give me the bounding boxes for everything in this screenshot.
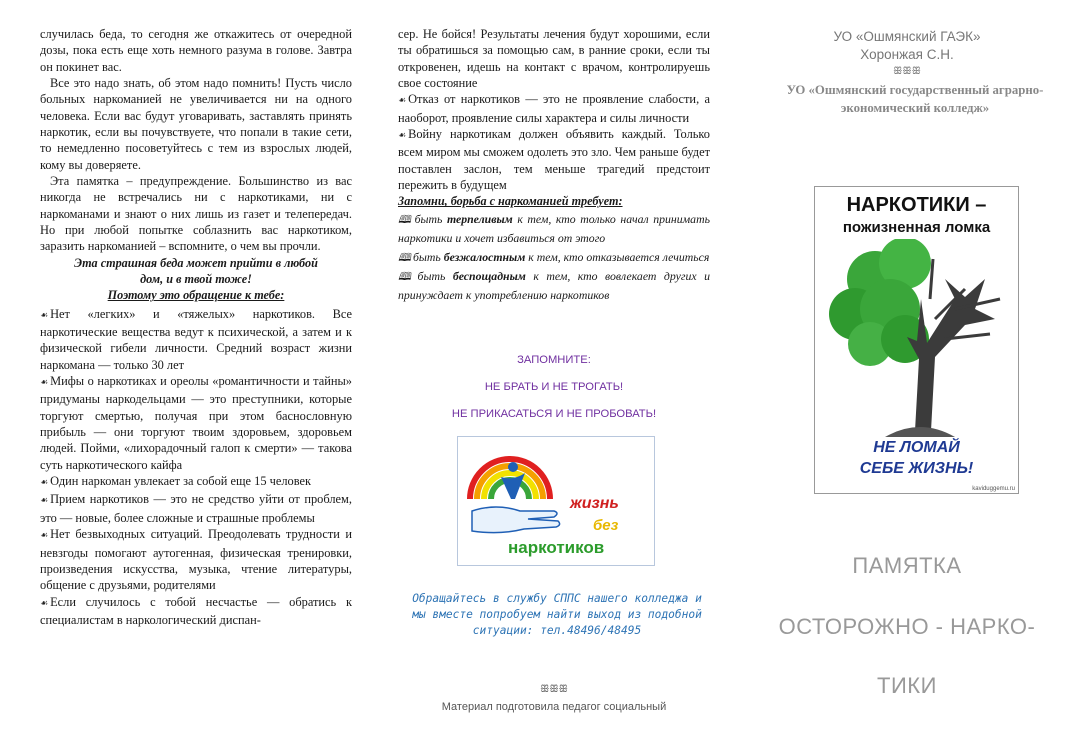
logo-word-1: жизнь: [570, 495, 619, 512]
poster-slogan-1: НЕ ЛОМАЙ: [873, 439, 960, 456]
list-item: ☙ Прием наркотиков — это не средство уйти от проблем, это — новые, более сложные и страшные проблемы: [40, 492, 352, 525]
bullet-list: [40, 306, 352, 629]
hand-bullet-icon: ☙: [40, 310, 49, 321]
author: Хоронжая С.Н.: [860, 47, 954, 62]
remember-caps-2: НЕ БРАТЬ И НЕ ТРОГАТЬ!: [484, 381, 624, 393]
footer-credit: Материал подготовила педагог социальный: [441, 701, 667, 713]
warning-text: Эта страшная беда может прийти в любой дом, и в твой тоже!: [74, 255, 318, 287]
poster-subheadline: пожизненная ломка: [842, 219, 991, 236]
poster-site: kaviduggemu.ru: [972, 486, 1015, 492]
poster-slogan-2: СЕБЕ ЖИЗНЬ!: [859, 460, 974, 477]
paragraph-2: Все это надо знать, об этом надо помнить! Пусть число больных наркоманией не увеличивается ни на одного человека. Если вас будут уговаривать, заставлять принять наркотик, если вы почувствуете, что попали в такие сети, то немедленно посоветуйтесь с тем из взрослых людей, кому вы доверяете.: [40, 76, 352, 172]
requirement-item: 🕮 быть безжалостным к тем, кто отказывается лечиться: [398, 249, 710, 264]
organization: УО «Ошмянский ГАЭК»: [833, 29, 981, 44]
logo-word-3: наркотиков: [508, 538, 605, 557]
remember-caps-1: ЗАПОМНИТЕ:: [517, 354, 591, 366]
logo-word-2: без: [593, 517, 619, 534]
paragraph-1: случилась беда, то сегодня же откажитесь от очередной дозы, пока есть еще хоть немного разума в голове. Завтра он покинет вас.: [40, 27, 352, 74]
list-item: ☙ Один наркоман увлекает за собой еще 15 человек: [40, 474, 312, 489]
appeal-heading: Поэтому это обращение к тебе:: [107, 288, 285, 303]
contact-text: Обращайтесь в службу СППС нашего колледжа и мы вместе попробуем найти выход из подобной ситуации: тел.48496/48495: [412, 592, 702, 637]
poster-headline: НАРКОТИКИ –: [846, 194, 987, 216]
hand-bullet-icon: ☙: [398, 131, 407, 142]
tree-icon: [815, 239, 1018, 439]
document-subtitle-2: ТИКИ: [877, 673, 937, 698]
poster-image: [814, 186, 1019, 494]
list-item: ☙ Войну наркотикам должен объявить каждый. Только всем миром мы сможем одолеть это зло. Чем раньше будет поставлен заслон, тем меньше трагедий предстоит пережить в будущем: [398, 127, 710, 193]
no-drugs-logo: [457, 436, 655, 566]
hand-bullet-icon: ☙: [40, 378, 49, 389]
book-icon: 🕮: [398, 250, 411, 264]
list-item: ☙ Мифы о наркотиках и ореолы «романтичности и тайны» придуманы наркодельцами — это преступники, которые торгуют смертью, получая при этом баснословную прибыль — они торгуют твоим здоровьем, здоровьем людей. Пойми, «лихорадочный галоп к смерти» — такова суть наркотического кайфа: [40, 374, 352, 472]
hand-bullet-icon: ☙: [40, 496, 49, 507]
hand-bullet-icon: ☙: [40, 478, 49, 489]
hand-bullet-icon: ☙: [398, 96, 407, 107]
remember-heading: Запомни, борьба с наркоманией требует:: [398, 194, 623, 209]
book-icon: 🕮: [398, 269, 416, 283]
college-name: УО «Ошмянский государственный аграрно-экономический колледж»: [786, 83, 1044, 115]
ornament-icon: ꕥꕥꕥ: [540, 684, 568, 695]
paragraph-3: Эта памятка – предупреждение. Большинство из вас никогда не встречались ни с наркотиками, ни с наркоманами и знают о них лишь из газет и телепередач. Но при любой попытке соблазнить вас наркотиком, заразить наркоманией – вспомните, о чем вы прочли.: [40, 174, 352, 254]
list-item: ☙ Нет «легких» и «тяжелых» наркотиков. Все наркотические вещества ведут к психической, а затем и к физической гибели личности. Средний возраст жизни наркомана — только 30 лет: [40, 306, 352, 372]
list-item: ☙ Если случилось с тобой несчастье — обратись к специалистам в наркологический диспан-: [40, 594, 352, 627]
hand-bullet-icon: ☙: [40, 531, 49, 542]
hand-bullet-icon: ☙: [40, 598, 49, 609]
remember-caps-3: НЕ ПРИКАСАТЬСЯ И НЕ ПРОБОВАТЬ!: [451, 408, 657, 420]
ornament-icon: ꕥꕥꕥ: [893, 66, 921, 77]
requirement-item: 🕮 быть беспощадным к тем, кто вовлекает других и принуждает к употреблению наркотиков: [398, 268, 710, 303]
paragraph-continued: сер. Не бойся! Результаты лечения будут хорошими, если ты обратишься за помощью сам, в ранние сроки, если ты откровенен, идешь на контакт с врачом, контролируешь свое состояние: [398, 27, 710, 91]
book-icon: 🕮: [398, 212, 413, 226]
list-item: ☙ Нет безвыходных ситуаций. Преодолевать трудности и невзгоды помогают аутогенная, физическая тренировки, произведения искусства, музыка, чтение литературы, общение с друзьями, родителями: [40, 527, 352, 593]
list-item: ☙ Отказ от наркотиков — это не проявление слабости, а наоборот, проявление силы характера и силы личности: [398, 92, 710, 125]
document-subtitle-1: ОСТОРОЖНО - НАРКО-: [778, 614, 1036, 639]
document-title: ПАМЯТКА: [852, 553, 962, 578]
requirement-item: 🕮 быть терпеливым к тем, кто только начал принимать наркотики и хочет избавиться от этого: [398, 211, 710, 246]
